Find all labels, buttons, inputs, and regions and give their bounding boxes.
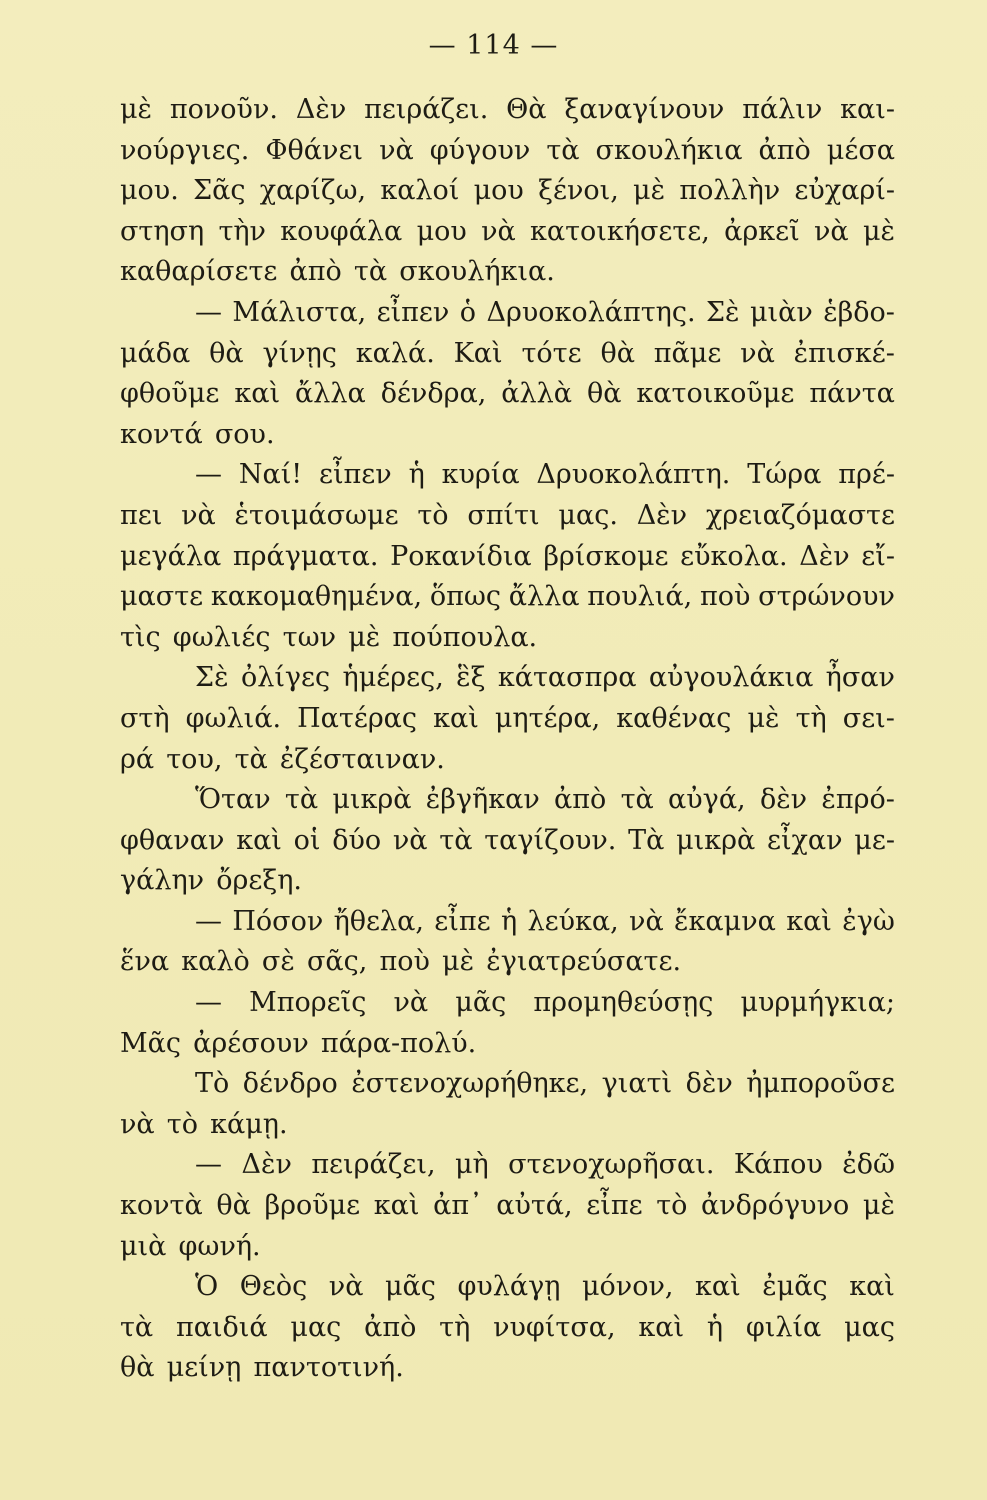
word: ἀπὸ (289, 256, 342, 288)
word: Ναί! (238, 459, 303, 491)
word: καὶ (849, 1271, 895, 1303)
word: τὸ (417, 499, 449, 531)
word: πράγματα. (232, 540, 379, 572)
word: θὰ (120, 1352, 155, 1384)
word: ἤθελα, (333, 905, 424, 937)
word: τὰ (284, 784, 319, 816)
word: εἶπε (586, 1190, 643, 1222)
word: — (195, 296, 222, 328)
word: καθαρίσετε (120, 256, 278, 288)
text-line (120, 212, 895, 253)
word: εἶπεν (376, 296, 450, 328)
word: μου (416, 215, 467, 247)
word: κυρία (441, 459, 520, 491)
word: ἀρκεῖ (724, 215, 800, 247)
word: στρώνουν (758, 581, 895, 613)
word: πάντα (809, 378, 895, 410)
word: Μάλιστα, (232, 296, 367, 328)
text-line (120, 1186, 895, 1227)
word: μὴ (454, 1149, 489, 1181)
word: μιὰν (749, 296, 813, 328)
word: πειράζει. (364, 94, 489, 125)
word: τὴ (439, 1311, 471, 1343)
word: ἐβγῆκαν (425, 784, 540, 816)
text-line (120, 537, 895, 578)
word: Δὲν (799, 540, 850, 572)
word: Μπορεῖς (249, 987, 367, 1019)
word: του, (166, 743, 223, 775)
word: ἠμποροῦσε (746, 1068, 895, 1100)
word: μὲ (120, 94, 153, 125)
word: λεύκα, (527, 905, 619, 937)
word: σει- (842, 702, 895, 734)
word: ἐστενοχωρήθηκε, (351, 1068, 589, 1100)
text-line (120, 1227, 895, 1268)
text-line (120, 455, 895, 496)
text-line (120, 1024, 895, 1065)
word: μικρὰ (676, 824, 756, 856)
word: Πατέρας (297, 702, 418, 734)
text-line (120, 618, 895, 659)
word: — (195, 1149, 222, 1181)
word: ἀνδρόγυνο (701, 1190, 850, 1222)
word: μας (844, 1311, 895, 1343)
word: Πόσον (232, 905, 324, 937)
word: Ὁ (195, 1271, 219, 1303)
word: Φθάνει (265, 134, 364, 166)
word: ἐγὼ (842, 905, 895, 937)
word: ποὺ (379, 946, 430, 978)
word: ξένοι, (538, 175, 619, 207)
word: φθαναν (120, 824, 225, 856)
word: καὶ (695, 1271, 741, 1303)
word: δύο (332, 824, 382, 856)
word: γίνῃς (262, 337, 337, 369)
word: νούργιες. (120, 134, 250, 166)
word: μᾶς (455, 987, 507, 1019)
word: σὲ (261, 946, 295, 978)
word: πουλιά, (587, 581, 693, 613)
word: Ροκανίδια (390, 540, 532, 572)
text-line (120, 1105, 895, 1146)
word: στηση (120, 215, 205, 247)
word: Σὲ (195, 662, 229, 694)
word: ἀπὸ (758, 134, 811, 166)
text-line (120, 942, 895, 983)
word: Σᾶς (193, 175, 246, 207)
word: παιδιά (175, 1311, 268, 1343)
word: πει (120, 499, 163, 531)
word: τὰ (620, 784, 654, 816)
word: ἀλλὰ (501, 378, 572, 410)
word: δὲν (685, 1068, 733, 1100)
word: ἀπὸ (364, 1311, 417, 1343)
word: κατοικήσετε, (530, 215, 710, 247)
text-line (120, 1064, 895, 1105)
word: νὰ (181, 499, 216, 531)
word: ἡ (408, 459, 425, 491)
body-text (120, 90, 895, 1389)
word: ἦσαν (825, 662, 895, 694)
word: πάλιν (742, 94, 823, 125)
text-line (120, 1308, 895, 1349)
word: πάρα-πολύ. (320, 1027, 477, 1059)
word: Θεὸς (239, 1271, 308, 1303)
word: καθένας (616, 702, 732, 734)
word: ἐπισκέ- (793, 337, 895, 369)
text-line (120, 780, 895, 821)
word: Δὲν (295, 94, 347, 125)
word: ποὺ (699, 581, 751, 613)
word: μάδα (120, 337, 191, 369)
word: μὲ (747, 702, 780, 734)
word: μητέρα, (494, 702, 601, 734)
word: κατοικοῦμε (636, 378, 795, 410)
word: μᾶς (385, 1271, 436, 1303)
word: μαστε (120, 581, 204, 613)
word: τὸ (166, 1108, 198, 1140)
word: Τώρα (747, 459, 822, 491)
word: μὲ (633, 175, 666, 207)
word: παντοτινή. (253, 1352, 404, 1384)
word: καὶ (234, 378, 281, 410)
word: δὲν (759, 784, 808, 816)
text-line (120, 496, 895, 537)
word: ὀλίγες (240, 662, 331, 694)
word: μὲ (862, 215, 895, 247)
word: σκουλήκια (595, 134, 743, 166)
page-number: — 114 — (428, 30, 559, 61)
text-line (120, 902, 895, 943)
text-line (120, 415, 895, 456)
word: φυλάγῃ (457, 1271, 561, 1303)
word: σᾶς, (306, 946, 368, 978)
word: αὐγά, (668, 784, 746, 816)
word: Σὲ (705, 296, 740, 328)
word: φύγουν (429, 134, 531, 166)
word: στενοχωρῆσαι. (508, 1149, 715, 1181)
word: μὲ (862, 1190, 895, 1222)
text-line (120, 821, 895, 862)
word: τὰ (439, 824, 473, 856)
word: Μᾶς (120, 1027, 182, 1059)
word: μικρὰ (332, 784, 412, 816)
word: μου. (120, 175, 179, 207)
word: θὰ (600, 337, 635, 369)
word: ἔκαμνα (674, 905, 776, 937)
word: τὶς (120, 621, 161, 653)
word: στὴ (120, 702, 170, 734)
word: των (282, 621, 337, 653)
text-line (120, 293, 895, 334)
word: προμηθεύσῃς (533, 987, 714, 1019)
word: Ὅταν (195, 784, 271, 816)
word: εἶπεν (318, 459, 392, 491)
word: Τὸ (195, 1068, 230, 1100)
word: φωλιές (172, 621, 271, 653)
word: θὰ (209, 337, 244, 369)
text-line (120, 131, 895, 172)
text-line (120, 90, 895, 131)
word: μὲ (442, 946, 475, 978)
word: Τὰ (628, 824, 665, 856)
word: γιατὶ (601, 1068, 673, 1100)
word: φωνή. (178, 1230, 261, 1262)
word: ἀπ᾿ (433, 1190, 483, 1222)
word: μὲ (348, 621, 381, 653)
word: σου. (214, 418, 275, 450)
word: μέσα (826, 134, 895, 166)
word: εἶπε (434, 905, 491, 937)
word: ἄλλα (295, 378, 366, 410)
word: ἀρέσουν (193, 1027, 309, 1059)
word: νὰ (814, 215, 849, 247)
word: δένδρο (242, 1068, 338, 1100)
word: καὶ (638, 1311, 685, 1343)
word: νὰ (629, 905, 664, 937)
word: Θὰ (506, 94, 547, 125)
word: Δρυοκολάπτη. (536, 459, 731, 491)
word: βρίσκομε (543, 540, 669, 572)
text-line (120, 699, 895, 740)
word: ὅπως (429, 581, 502, 613)
word: τὰ (546, 134, 580, 166)
word: νὰ (379, 134, 414, 166)
word: νὰ (120, 1108, 155, 1140)
text-line (120, 1145, 895, 1186)
word: μείνῃ (166, 1352, 242, 1384)
word: οἱ (293, 824, 321, 856)
word: αὐτά, (496, 1190, 573, 1222)
word: νὰ (481, 215, 516, 247)
word: νὰ (393, 987, 429, 1019)
word: ἄλλα (508, 581, 580, 613)
word: εἴ- (861, 540, 895, 572)
word: ἕνα (120, 946, 170, 978)
text-line (120, 861, 895, 902)
word: ρά (120, 743, 155, 775)
word: Δὲν (241, 1149, 292, 1181)
text-line (120, 1348, 895, 1389)
word: κακομαθημένα, (210, 581, 423, 613)
text-line (120, 334, 895, 375)
text-line (120, 740, 895, 781)
word: ἐμᾶς (762, 1271, 828, 1303)
word: καλά. (355, 337, 435, 369)
word: καὶ (373, 1190, 420, 1222)
word: τὰ (353, 256, 388, 288)
word: νὰ (328, 1271, 364, 1303)
word: και- (840, 94, 895, 125)
word: μόνον, (581, 1271, 674, 1303)
text-line (120, 374, 895, 415)
word: σπίτι (467, 499, 540, 531)
word: ὁ (459, 296, 477, 328)
word: φιλία (745, 1311, 822, 1343)
word: ἐδῶ (842, 1149, 895, 1181)
word: νὰ (740, 337, 775, 369)
word: πρέ- (838, 459, 895, 491)
text-line (120, 171, 895, 212)
word: νυφίτσα, (493, 1311, 616, 1343)
word: καὶ (433, 702, 479, 734)
word: καὶ (236, 824, 282, 856)
word: πᾶμε (653, 337, 722, 369)
word: πειράζει, (311, 1149, 436, 1181)
word: ἡ (706, 1311, 724, 1343)
word: χαρίζω, (259, 175, 367, 207)
word: μας. (558, 499, 618, 531)
word: — (195, 459, 222, 491)
word: μεγάλα (120, 540, 222, 572)
word: ἡμέρες, (342, 662, 444, 694)
word: θὰ (586, 378, 622, 410)
word: χρειαζόμαστε (705, 499, 895, 531)
word: — (195, 905, 222, 937)
word: καλὸ (181, 946, 250, 978)
word: ἐγιατρεύσατε. (486, 946, 682, 978)
word: Καὶ (453, 337, 503, 369)
word: Κάπου (733, 1149, 823, 1181)
word: ξαναγίνουν (564, 94, 725, 125)
word: Δρυοκολάπτης. (486, 296, 696, 328)
word: ἡ (500, 905, 518, 937)
word: εὐχαρί- (794, 175, 895, 207)
word: μυρμήγκια; (740, 987, 895, 1019)
word: κάτασπρα (497, 662, 637, 694)
word: καλοί (380, 175, 460, 207)
word: ὄρεξη. (216, 865, 302, 897)
text-line (120, 252, 895, 293)
word: ἓξ (456, 662, 486, 694)
word: κοντὰ (120, 1190, 203, 1222)
word: — (195, 987, 222, 1019)
word: σκουλήκια. (399, 256, 555, 288)
word: μιὰ (120, 1230, 167, 1262)
word: Δὲν (636, 499, 688, 531)
word: δένδρα, (380, 378, 487, 410)
word: πονοῦν. (169, 94, 278, 125)
word: τὴ (795, 702, 827, 734)
word: κάμῃ. (210, 1108, 288, 1140)
word: τὰ (120, 1311, 154, 1343)
word: αὐγουλάκια (648, 662, 814, 694)
word: φθοῦμε (120, 378, 220, 410)
word: πούπουλα. (392, 621, 538, 653)
text-line (120, 658, 895, 699)
word: πολλὴν (679, 175, 781, 207)
text-line (120, 983, 895, 1024)
word: νὰ (392, 824, 428, 856)
word: τότε (521, 337, 582, 369)
word: ἐζέσταιναν. (279, 743, 445, 775)
word: καὶ (786, 905, 832, 937)
word: ἀπὸ (554, 784, 607, 816)
word: τὸ (656, 1190, 688, 1222)
word: ἑβδο- (823, 296, 895, 328)
word: εἶχαν (766, 824, 843, 856)
word: γάλην (120, 865, 205, 897)
word: μας (290, 1311, 342, 1343)
word: με- (854, 824, 895, 856)
text-line (120, 577, 895, 618)
word: ἐπρό- (821, 784, 895, 816)
word: κουφάλα (280, 215, 403, 247)
text-line (120, 1267, 895, 1308)
word: τὴν (218, 215, 266, 247)
word: φωλιά. (185, 702, 282, 734)
word: μου (473, 175, 524, 207)
word: τὰ (234, 743, 268, 775)
word: θὰ (216, 1190, 251, 1222)
word: ἑτοιμάσωμε (234, 499, 399, 531)
word: εὔκολα. (680, 540, 788, 572)
word: βροῦμε (264, 1190, 361, 1222)
word: ταγίζουν. (484, 824, 617, 856)
word: κοντά (120, 418, 203, 450)
